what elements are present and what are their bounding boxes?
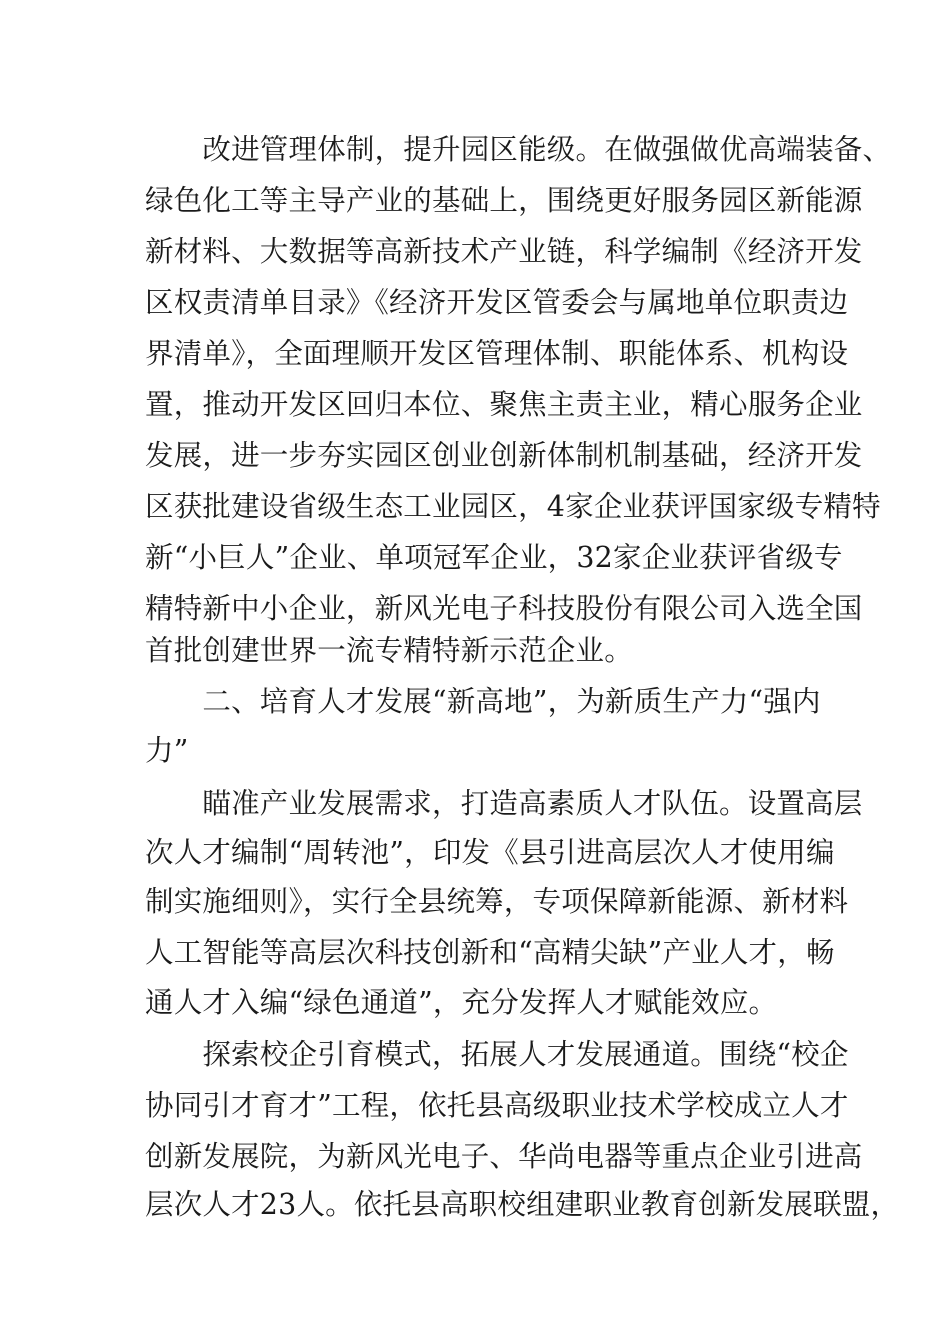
paragraph-1-line-6: 置，推动开发区回归本位、聚焦主责主业，精心服务企业 [145,388,863,421]
paragraph-2-line-3: 制实施细则》，实行全县统筹，专项保障新能源、新材料 [145,885,849,918]
paragraph-2-line-2: 次人才编制“周转池”，印发《县引进高层次人才使用编 [145,836,835,869]
section-heading-line-1: 二、培育人才发展“新高地”，为新质生产力“强内 [145,685,821,718]
paragraph-1-line-9: 新“小巨人”企业、单项冠军企业，32家企业获评省级专 [145,541,843,574]
paragraph-2-line-4: 人工智能等高层次科技创新和“高精尖缺”产业人才，畅 [145,936,835,969]
section-heading-line-2: 力” [145,734,189,767]
paragraph-1-line-4: 区权责清单目录》《经济开发区管委会与属地单位职责边 [145,286,849,319]
paragraph-1-line-2: 绿色化工等主导产业的基础上，围绕更好服务园区新能源 [145,184,863,217]
paragraph-3-line-3: 创新发展院，为新风光电子、华尚电器等重点企业引进高 [145,1140,863,1173]
paragraph-1-line-10: 精特新中小企业，新风光电子科技股份有限公司入选全国 [145,592,863,625]
paragraph-1-line-5: 界清单》，全面理顺开发区管理体制、职能体系、机构设 [145,337,849,370]
paragraph-1-line-1: 改进管理体制，提升园区能级。在做强做优高端装备、 [145,133,892,166]
paragraph-3-line-1: 探索校企引育模式，拓展人才发展通道。围绕“校企 [145,1038,849,1071]
paragraph-1-line-8: 区获批建设省级生态工业园区，4家企业获评国家级专精特 [145,490,881,523]
paragraph-2-line-1: 瞄准产业发展需求，打造高素质人才队伍。设置高层 [145,787,863,820]
paragraph-1-line-7: 发展，进一步夯实园区创业创新体制机制基础，经济开发 [145,439,863,472]
paragraph-3-line-4: 层次人才23人。依托县高职校组建职业教育创新发展联盟， [145,1188,900,1221]
paragraph-1-line-3: 新材料、大数据等高新技术产业链，科学编制《经济开发 [145,235,863,268]
paragraph-1-line-11: 首批创建世界一流专精特新示范企业。 [145,634,633,667]
paragraph-2-line-5: 通人才入编“绿色通道”，充分发挥人才赋能效应。 [145,986,778,1019]
paragraph-3-line-2: 协同引才育才”工程，依托县高级职业技术学校成立人才 [145,1089,849,1122]
